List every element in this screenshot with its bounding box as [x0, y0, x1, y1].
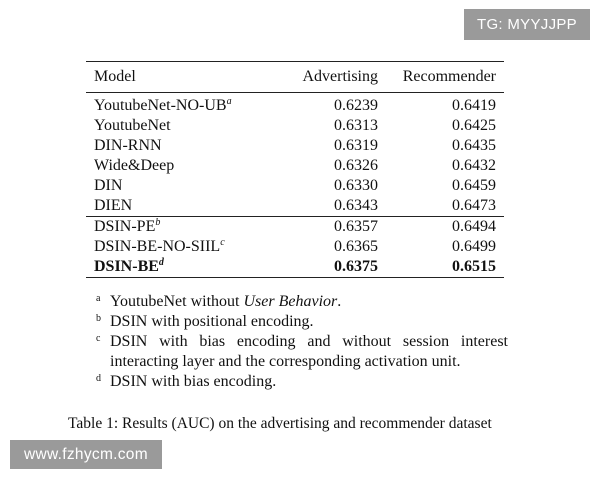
footnotes: [96, 292, 508, 392]
model-cell: DSIN-$PE^b$: [86, 217, 274, 238]
advertising-cell: 0.6375: [274, 257, 386, 278]
recommender-cell: 0.6432: [452, 157, 496, 174]
model-cell: DIEN: [94, 197, 133, 214]
recommender-cell: 0.6473: [452, 197, 496, 214]
model-cell: YoutubeNet: [94, 117, 171, 134]
footnote-text: DSIN with positional encoding.: [110, 313, 314, 330]
footnote: [96, 372, 508, 392]
table-row: [86, 116, 504, 136]
table-row: [86, 217, 504, 238]
advertising-cell: 0.6313: [334, 117, 378, 134]
recommender-cell: 0.6494: [386, 217, 504, 238]
recommender-cell: 0.6419: [386, 93, 504, 117]
table-header-row: [86, 62, 504, 93]
header-advertising: Advertising: [274, 62, 386, 93]
footnote-mark: a: [226, 96, 232, 107]
footnote-mark: b: [96, 313, 101, 324]
model-cell: YoutubeNet-$NO-UB^a$: [86, 93, 274, 117]
header-model: Model: [86, 62, 274, 93]
footnote-mark: a: [96, 293, 101, 304]
footnote-mark: c: [220, 237, 225, 248]
recommender-cell: 0.6459: [452, 177, 496, 194]
footnote: [96, 312, 508, 332]
footnote: [96, 332, 508, 372]
footnote-mark: c: [96, 333, 101, 344]
table-caption: Table 1: Results (AUC) on the advertising and recommender dataset: [68, 415, 492, 432]
watermark-site: www.fzhycm.com: [10, 440, 162, 469]
footnote-mark: b: [155, 217, 161, 228]
recommender-cell: 0.6435: [452, 137, 496, 154]
footnote-mark: d: [158, 257, 164, 268]
footnote-text: YoutubeNet without User Behavior.: [110, 293, 342, 310]
table-row: [86, 156, 504, 176]
advertising-cell: 0.6239: [274, 93, 386, 117]
table-row: [86, 257, 504, 278]
header-recommender: Recommender: [386, 62, 504, 93]
advertising-cell: 0.6365: [334, 238, 378, 255]
table-row: [86, 93, 504, 117]
footnote-text: DSIN with bias encoding.: [110, 373, 277, 390]
model-cell: DIN-RNN: [94, 137, 162, 154]
advertising-cell: 0.6319: [334, 137, 378, 154]
watermark-tg: TG: MYYJJPP: [464, 9, 590, 40]
table-row: [86, 237, 504, 257]
advertising-cell: 0.6330: [334, 177, 378, 194]
model-cell: DSIN-BE-NO-SIIL$^c$: [94, 237, 225, 255]
recommender-cell: 0.6499: [452, 238, 496, 255]
footnote-mark: d: [96, 373, 101, 384]
advertising-cell: 0.6326: [334, 157, 378, 174]
advertising-cell: 0.6357: [274, 217, 386, 238]
recommender-cell: 0.6515: [386, 257, 504, 278]
table-row: [86, 196, 504, 217]
model-cell: Wide&Deep: [94, 157, 175, 174]
results-table: [86, 61, 504, 278]
recommender-cell: 0.6425: [452, 117, 496, 134]
advertising-cell: 0.6343: [334, 197, 378, 214]
model-cell: DIN: [94, 177, 123, 194]
table-row: [86, 136, 504, 156]
footnote: [96, 292, 508, 312]
model-cell: DSIN-$BE^d$: [86, 257, 274, 278]
table-row: [86, 176, 504, 196]
footnote-text: DSIN with bias encoding and without session interest interacting layer and the corresponding activation unit.: [110, 333, 508, 370]
